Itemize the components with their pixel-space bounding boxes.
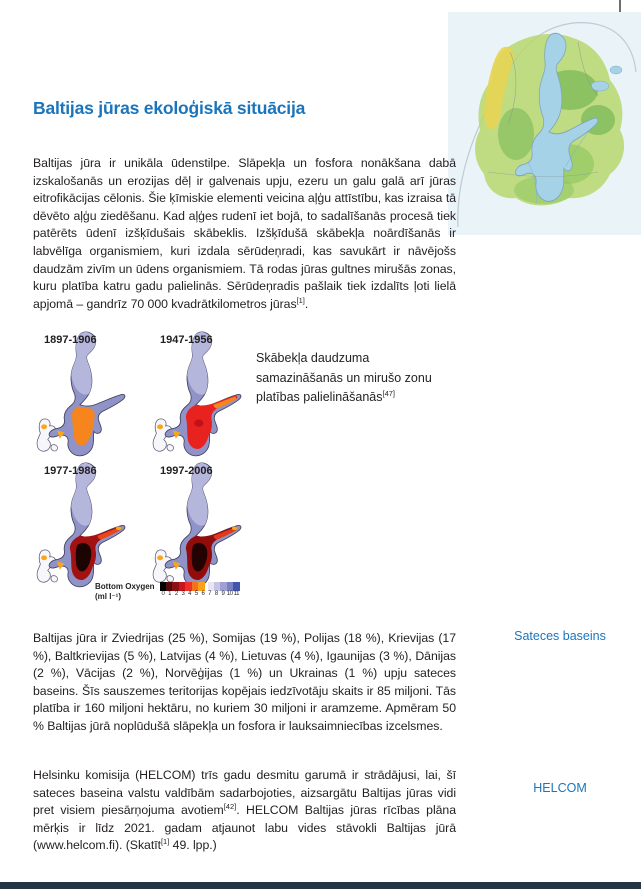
drainage-basin-illustration xyxy=(448,12,641,235)
basin-paragraph: Baltijas jūra ir Zviedrijas (25 %), Somijas (19 %), Polijas (18 %), Krievijas (17 %), Baltkrievijas (5 %), Latvijas (4 %), Lietuvas (4 %), Igaunijas (3 %), Dānijas (2 %), Vācijas (2 %), Norvēģijas (1 %) un Ukrainas (1 %) upju sateces baseins. Šīs sauszemes teritorijas kopējais iedzīvotāju skaits ir 85 miljoni. Tās platība ir 160 miljoni hektāru, no kuriem 30 miljoni ir aramzeme. Apmēram 50 % Baltijas jūrā noplūdušā slāpekļa un fosfora ir lauksaimniecības izcelsmes. xyxy=(33,631,456,733)
caption-line: samazināšanās un mirušo zonu xyxy=(256,370,432,385)
map-cell-1947 xyxy=(140,329,256,460)
map-year-label: 1997-2006 xyxy=(160,465,213,477)
map-year-label: 1897-1906 xyxy=(44,334,97,346)
legend-title: Bottom Oxygen (ml l⁻¹) xyxy=(95,582,155,601)
baltic-oxygen-map-1897 xyxy=(28,331,132,460)
oxygen-legend xyxy=(95,582,240,601)
map-cell-1997 xyxy=(140,460,256,591)
figure-caption xyxy=(256,349,474,408)
map-cell-1977 xyxy=(24,460,140,591)
footnote-ref-1: [1] xyxy=(296,295,305,305)
helcom-paragraph: Helsinku komisija (HELCOM) trīs gadu desmitu garumā ir strādājusi, lai, šī sateces baseina valstu valdībām sadarbojoties, aizsargātu Baltijas jūras vidi pret visiem piesārņojuma avotiem[42]. HELCOM Baltijas jūras rīcības plāna mērķis ir līdz 2021. gadam atjaunot labu vides stāvokli Baltijas jūrā (www.helcom.fi). (Skatīt[1] 49. lpp.) xyxy=(33,768,456,853)
footnote-ref-47: [47] xyxy=(382,388,395,398)
intro-text: Baltijas jūra ir unikāla ūdenstilpe. Slāpekļa un fosfora nonākšana dabā izskalošanās un erozijas dēļ ir galvenais upju, ezeru un galu galā arī jūras eitrofikācijas cēlonis. Šie ķīmiskie elementi veicina aļģu attīstību, kas izraisa tā dēvēto aļģu ziedēšanu. Kad aļģes rudenī iet bojā, to sadalīšanās procesā tiek patērēts ūdenī izšķīdušais skābeklis. Izšķīdušā skābekļa noārdīšanās ir labvēlīga organismiem, kuri izdala sērūdeņradi, kas savukārt ir nāvējošs daudzām zivīm un ūdens organismiem. Tā rodas jūras gultnes mirušās zonas, kuru platība katru gadu palielinās. Sērūdeņradis pašlaik tiek izdalīts ļoti lielā apjomā – gandrīz 70 000 kvadrātkilometros jūras xyxy=(33,156,456,311)
baltic-oxygen-map-1997 xyxy=(144,462,248,591)
legend-ticks: 0 1 2 3 4 5 6 7 8 9 10 11 xyxy=(161,591,239,597)
legend-colorbar xyxy=(160,582,240,591)
footer-bar xyxy=(0,882,641,889)
footnote-ref-42: [42] xyxy=(223,802,237,812)
map-year-label: 1947-1956 xyxy=(160,334,213,346)
legend-scale xyxy=(160,582,240,597)
caption-line: Skābekļa daudzuma xyxy=(256,351,370,365)
footnote-ref-1b: [1] xyxy=(160,837,170,847)
baltic-oxygen-map-1947 xyxy=(144,331,248,460)
intro-text-end: . xyxy=(304,296,309,311)
intro-paragraph xyxy=(33,155,456,313)
baltic-oxygen-map-1977 xyxy=(28,462,132,591)
page-title: Baltijas jūras ekoloģiskā situācija xyxy=(33,97,306,118)
caption-line: platības palielināšanās[47] xyxy=(256,388,395,404)
margin-label-helcom: HELCOM xyxy=(533,781,587,795)
map-cell-1897 xyxy=(24,329,140,460)
margin-label-sateces-baseins: Sateces baseins xyxy=(514,629,606,643)
oxygen-maps-figure xyxy=(24,329,256,591)
map-year-label: 1977-1986 xyxy=(44,465,97,477)
